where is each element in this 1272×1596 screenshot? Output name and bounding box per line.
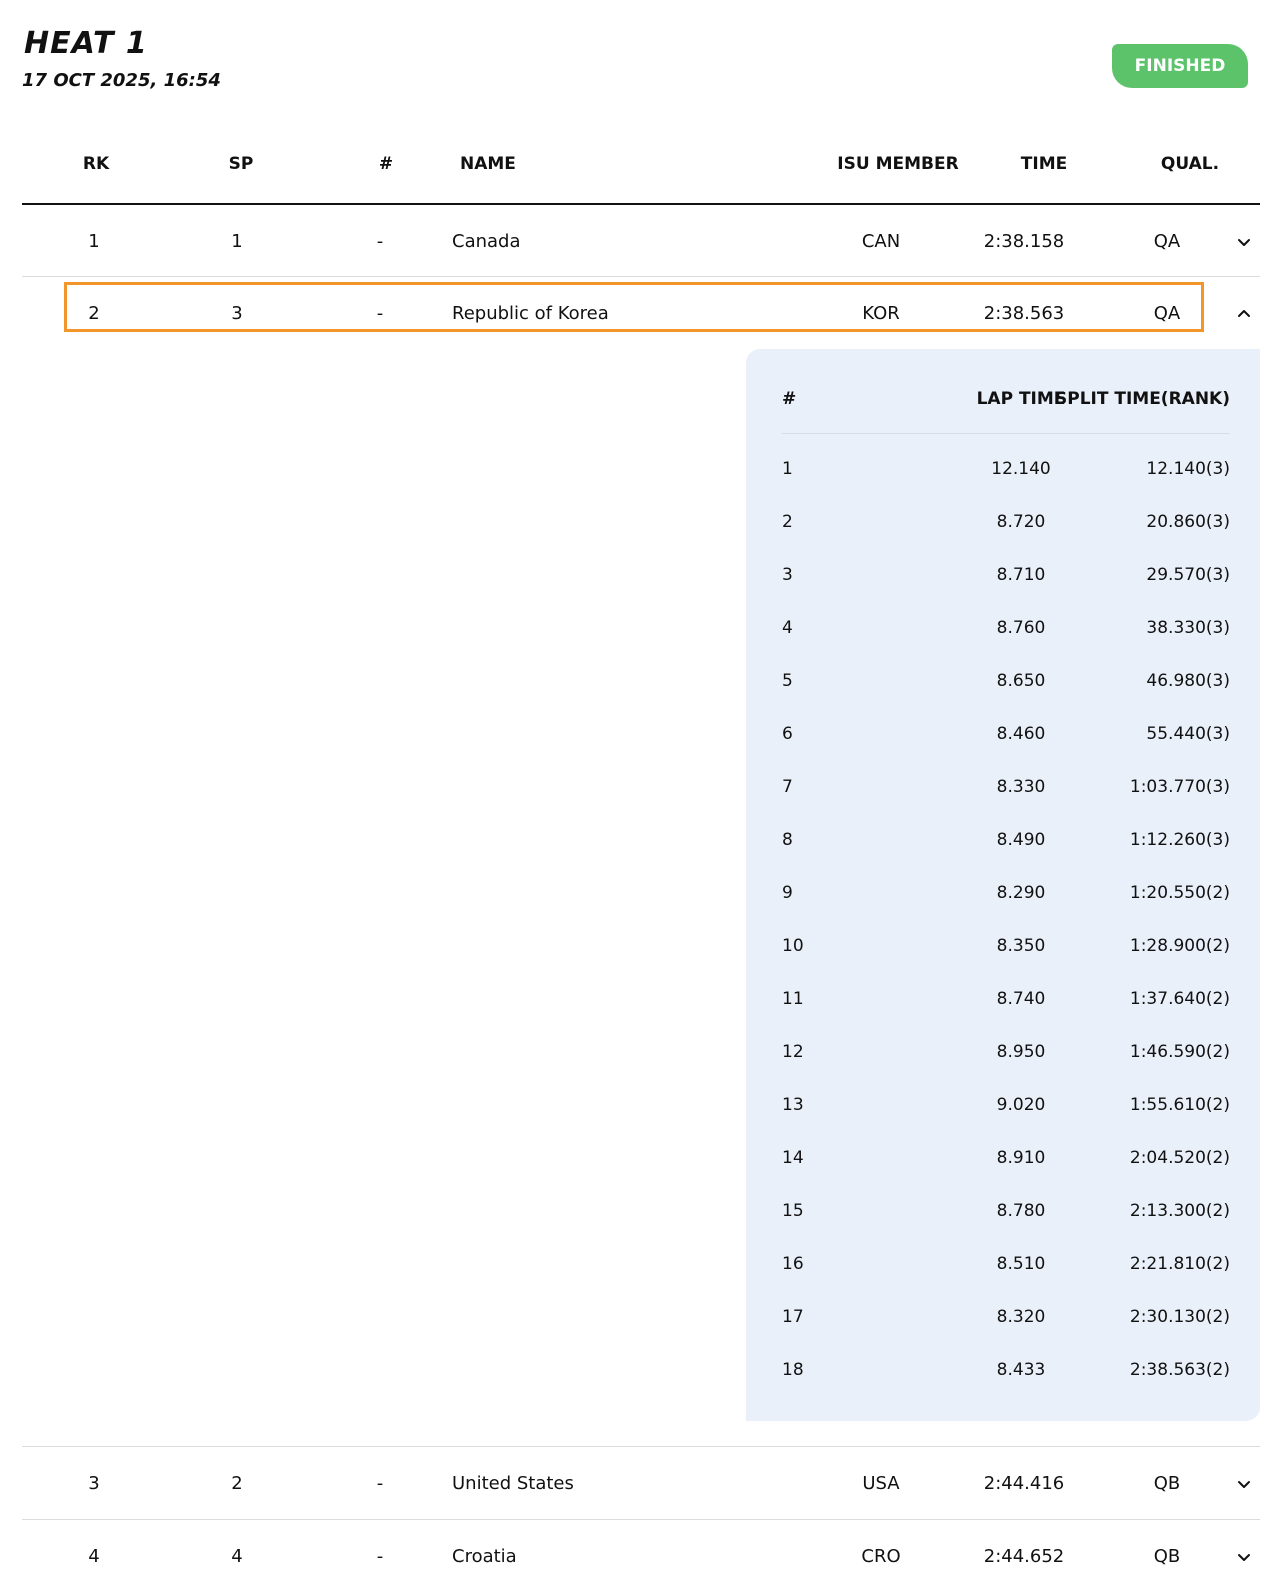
cell-qualification: QA	[1153, 303, 1181, 324]
cell-isu-member: USA	[862, 1473, 900, 1494]
lap-time: 8.720	[996, 512, 1046, 532]
lap-time: 8.490	[996, 830, 1046, 850]
cell-start-position: 2	[231, 1473, 243, 1494]
lap-row	[746, 772, 1260, 802]
cell-number: -	[376, 1473, 384, 1494]
lap-header-number: #	[782, 389, 797, 409]
table-row-expanded[interactable]	[0, 294, 1272, 334]
row-divider	[22, 1446, 1260, 1447]
lap-time: 8.740	[996, 989, 1046, 1009]
lap-row	[746, 1355, 1260, 1385]
lap-split-time: 2:38.563(2)	[1129, 1360, 1230, 1380]
lap-number: 5	[782, 671, 793, 691]
lap-time: 8.710	[996, 565, 1046, 585]
lap-split-time: 1:28.900(2)	[1129, 936, 1230, 956]
lap-header-divider	[782, 433, 1230, 434]
cell-time: 2:44.652	[983, 1546, 1065, 1567]
cell-name: Croatia	[452, 1546, 517, 1567]
lap-split-time: 46.980(3)	[1146, 671, 1230, 691]
status-badge: FINISHED	[1112, 44, 1248, 88]
lap-row	[746, 613, 1260, 643]
lap-number: 14	[782, 1148, 804, 1168]
cell-rank: 3	[88, 1473, 100, 1494]
cell-rank: 4	[88, 1546, 100, 1567]
lap-split-time: 1:12.260(3)	[1129, 830, 1230, 850]
lap-row	[746, 931, 1260, 961]
lap-time: 8.290	[996, 883, 1046, 903]
header-time: TIME	[1020, 154, 1068, 174]
cell-time: 2:44.416	[983, 1473, 1065, 1494]
lap-row	[746, 454, 1260, 484]
cell-number: -	[376, 1546, 384, 1567]
header-start-position: SP	[228, 154, 254, 174]
lap-row	[746, 1037, 1260, 1067]
lap-header-split-time: SPLIT TIME(RANK)	[1054, 389, 1230, 409]
lap-split-time: 1:46.590(2)	[1129, 1042, 1230, 1062]
cell-name: Republic of Korea	[452, 303, 609, 324]
lap-split-time: 1:37.640(2)	[1129, 989, 1230, 1009]
lap-split-time: 2:21.810(2)	[1129, 1254, 1230, 1274]
lap-time: 8.433	[996, 1360, 1046, 1380]
cell-qualification: QB	[1153, 1546, 1181, 1567]
lap-table-header	[746, 381, 1260, 417]
lap-time: 8.320	[996, 1307, 1046, 1327]
lap-split-time: 12.140(3)	[1146, 459, 1230, 479]
lap-time: 8.780	[996, 1201, 1046, 1221]
lap-time: 12.140	[991, 459, 1051, 479]
lap-row	[746, 825, 1260, 855]
heat-title: HEAT 1	[24, 26, 148, 61]
header-qualification: QUAL.	[1160, 154, 1220, 174]
table-row[interactable]	[0, 1537, 1272, 1577]
lap-number: 11	[782, 989, 804, 1009]
lap-number: 15	[782, 1201, 804, 1221]
lap-time: 8.460	[996, 724, 1046, 744]
lap-time: 9.020	[996, 1095, 1046, 1115]
expand-chevron-down-icon[interactable]	[1232, 230, 1256, 254]
lap-time: 8.760	[996, 618, 1046, 638]
lap-number: 18	[782, 1360, 804, 1380]
header-rank: RK	[82, 154, 110, 174]
lap-row	[746, 1090, 1260, 1120]
lap-number: 16	[782, 1254, 804, 1274]
header-number: #	[378, 154, 394, 174]
cell-time: 2:38.158	[983, 231, 1065, 252]
lap-row	[746, 560, 1260, 590]
header-isu-member: ISU MEMBER	[837, 154, 959, 174]
lap-row	[746, 878, 1260, 908]
cell-start-position: 1	[231, 231, 243, 252]
cell-isu-member: KOR	[862, 303, 900, 324]
cell-number: -	[376, 231, 384, 252]
lap-split-time: 1:55.610(2)	[1129, 1095, 1230, 1115]
table-row[interactable]	[0, 222, 1272, 262]
table-row[interactable]	[0, 1464, 1272, 1504]
cell-start-position: 3	[231, 303, 243, 324]
lap-number: 6	[782, 724, 793, 744]
lap-time: 8.330	[996, 777, 1046, 797]
lap-number: 7	[782, 777, 793, 797]
lap-number: 10	[782, 936, 804, 956]
lap-time: 8.950	[996, 1042, 1046, 1062]
lap-split-time: 1:20.550(2)	[1129, 883, 1230, 903]
lap-split-time: 2:13.300(2)	[1129, 1201, 1230, 1221]
lap-row	[746, 507, 1260, 537]
lap-number: 3	[782, 565, 793, 585]
lap-number: 17	[782, 1307, 804, 1327]
lap-number: 4	[782, 618, 793, 638]
lap-row	[746, 1196, 1260, 1226]
lap-number: 13	[782, 1095, 804, 1115]
lap-row	[746, 1143, 1260, 1173]
cell-qualification: QA	[1153, 231, 1181, 252]
lap-split-time: 2:30.130(2)	[1129, 1307, 1230, 1327]
cell-qualification: QB	[1153, 1473, 1181, 1494]
lap-split-time: 55.440(3)	[1146, 724, 1230, 744]
cell-number: -	[376, 303, 384, 324]
lap-time: 8.510	[996, 1254, 1046, 1274]
collapse-chevron-up-icon[interactable]	[1232, 302, 1256, 326]
lap-time: 8.650	[996, 671, 1046, 691]
cell-isu-member: CRO	[861, 1546, 901, 1567]
lap-row	[746, 1249, 1260, 1279]
lap-row	[746, 984, 1260, 1014]
cell-name: Canada	[452, 231, 521, 252]
lap-number: 12	[782, 1042, 804, 1062]
expand-chevron-down-icon[interactable]	[1232, 1472, 1256, 1496]
cell-rank: 1	[88, 231, 100, 252]
lap-split-time: 1:03.770(3)	[1129, 777, 1230, 797]
lap-split-time: 20.860(3)	[1146, 512, 1230, 532]
header-divider	[22, 203, 1260, 205]
lap-times-panel	[746, 349, 1260, 1421]
lap-time: 8.910	[996, 1148, 1046, 1168]
cell-name: United States	[452, 1473, 574, 1494]
cell-time: 2:38.563	[983, 303, 1065, 324]
lap-time: 8.350	[996, 936, 1046, 956]
lap-number: 8	[782, 830, 793, 850]
lap-row	[746, 666, 1260, 696]
lap-split-time: 29.570(3)	[1146, 565, 1230, 585]
results-table-header	[0, 146, 1272, 182]
cell-start-position: 4	[231, 1546, 243, 1567]
lap-number: 2	[782, 512, 793, 532]
row-divider	[22, 1519, 1260, 1520]
lap-split-time: 2:04.520(2)	[1129, 1148, 1230, 1168]
cell-isu-member: CAN	[861, 231, 901, 252]
lap-row	[746, 1302, 1260, 1332]
cell-rank: 2	[88, 303, 100, 324]
lap-header-lap-time: LAP TIME	[976, 389, 1066, 409]
lap-row	[746, 719, 1260, 749]
header-name: NAME	[460, 154, 516, 174]
lap-split-time: 38.330(3)	[1146, 618, 1230, 638]
expand-chevron-down-icon[interactable]	[1232, 1545, 1256, 1569]
heat-datetime: 17 OCT 2025, 16:54	[22, 70, 221, 91]
lap-number: 1	[782, 459, 793, 479]
row-divider	[22, 276, 1260, 277]
lap-number: 9	[782, 883, 793, 903]
